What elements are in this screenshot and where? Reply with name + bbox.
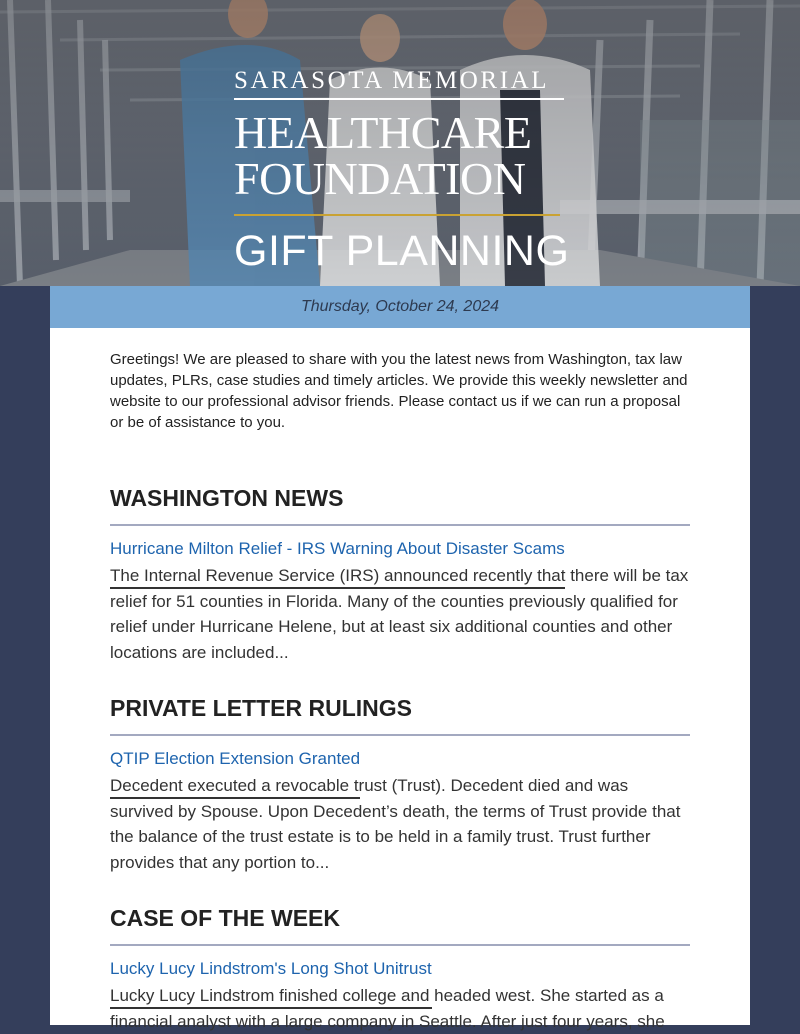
logo-gold-rule [234,214,560,216]
section-heading: CASE OF THE WEEK [110,905,341,931]
article-link[interactable]: Hurricane Milton Relief - IRS Warning About Disaster Scams [110,539,565,558]
title-underline [110,797,360,799]
article-summary: Decedent executed a revocable trust (Trust). Decedent died and was survived by Spouse. Upon Decedent’s death, the terms of Trust provide that the balance of the trust estate is to be held in a family trust. Trust further provides that any portion to... [110,776,681,872]
date-bar [50,286,750,328]
logo-white-rule [234,98,564,100]
article-summary: Lucky Lucy Lindstrom finished college and headed west. She started as a financial analyst with a large company in Seattle. After just four years, she [110,986,665,1031]
issue-date: Thursday, October 24, 2024 [300,298,500,315]
title-underline [110,1007,432,1009]
title-underline [110,587,565,589]
section-heading: WASHINGTON NEWS [110,485,344,511]
newsletter-body [50,328,750,1031]
article-summary: The Internal Revenue Service (IRS) announced recently that there will be tax relief for 51 counties in Florida. Many of the counties previously qualified for relief under Hurricane Helene, but at least six additional counties and other locations are included... [110,566,689,662]
foundation-logo [234,66,570,275]
section-case-of-the-week [110,904,690,1034]
logo-line-foundation: FOUNDATION [234,153,526,204]
section-heading: PRIVATE LETTER RULINGS [110,695,412,721]
article-link[interactable]: Lucky Lucy Lindstrom's Long Shot Unitrust [110,959,432,978]
header-banner [0,0,800,286]
section-private-letter-rulings [110,694,690,875]
article-link[interactable]: QTIP Election Extension Granted [110,749,361,768]
section-divider [110,524,690,526]
logo-line-healthcare: HEALTHCARE [234,107,532,158]
logo-line-gift-planning: GIFT PLANNING [234,227,570,275]
section-divider [110,944,690,946]
logo-line-org: SARASOTA MEMORIAL [234,67,550,94]
section-divider [110,734,690,736]
section-washington-news [110,484,690,665]
intro-text: Greetings! We are pleased to share with you the latest news from Washington, tax law updates, PLRs, case studies and timely articles. We provide this weekly newsletter and website to our professional advisor friends. Please contact us if we can run a proposal or be of assistance to you. [110,351,688,431]
